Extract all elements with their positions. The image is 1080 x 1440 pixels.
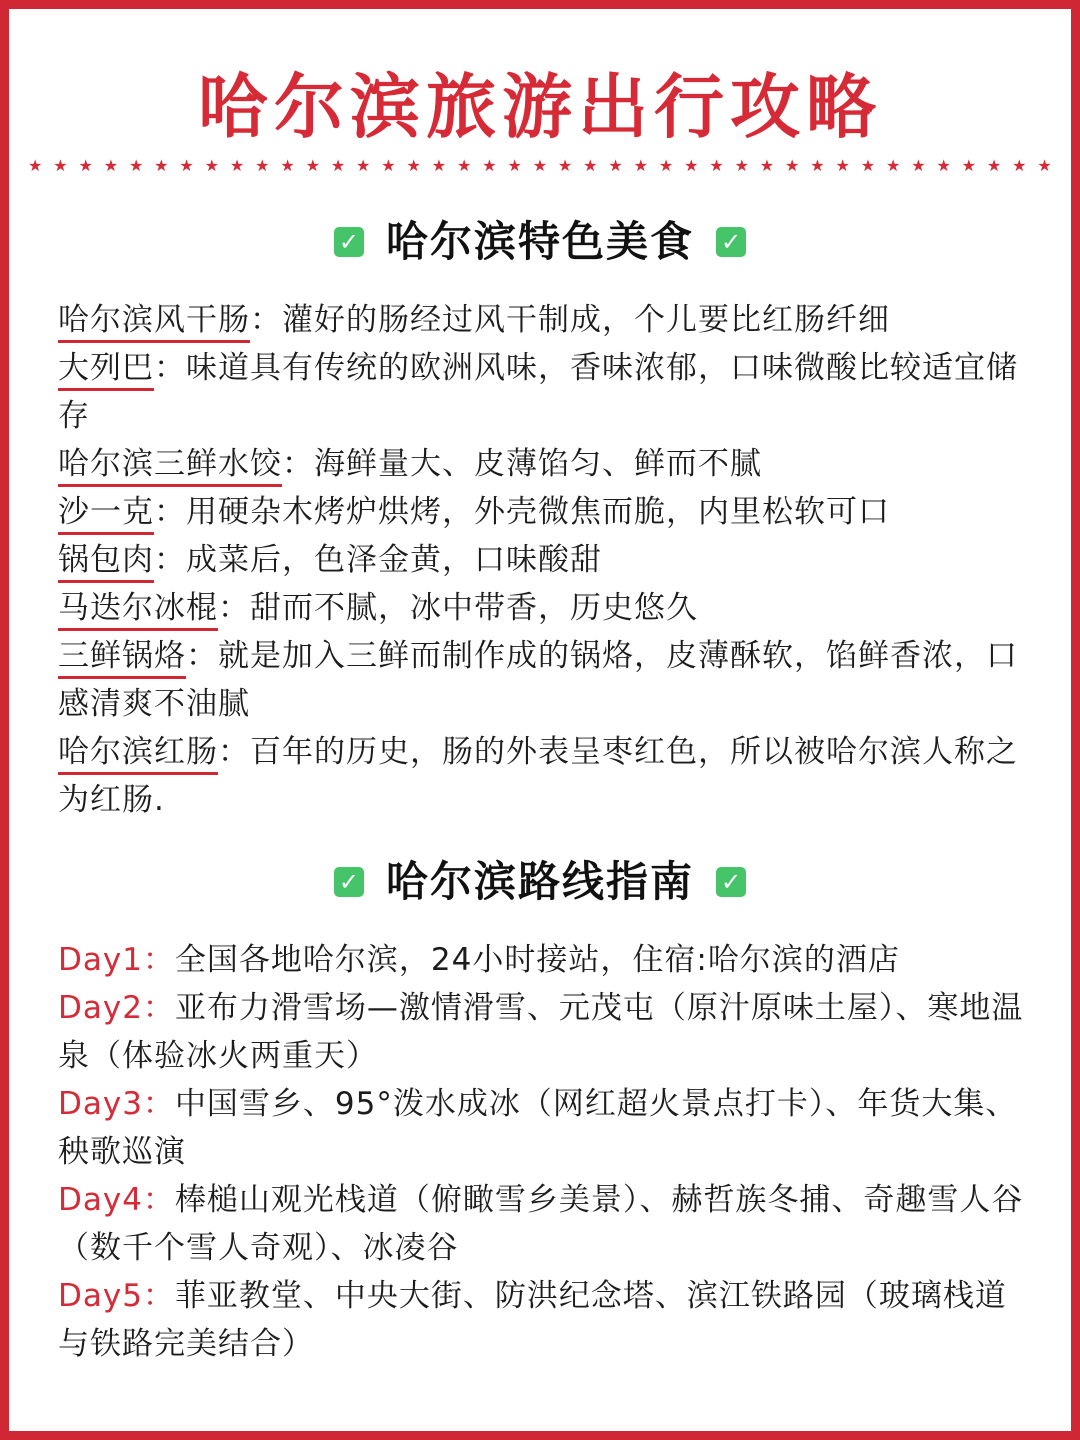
star-icon: ★ — [734, 156, 749, 175]
food-name: 哈尔滨红肠 — [58, 732, 218, 775]
star-icon: ★ — [280, 156, 295, 175]
food-name: 马迭尔冰棍 — [58, 588, 218, 631]
star-icon: ★ — [507, 156, 522, 175]
star-icon: ★ — [1012, 156, 1027, 175]
star-icon: ★ — [936, 156, 951, 175]
star-icon: ★ — [154, 156, 169, 175]
food-item: 哈尔滨红肠：百年的历史，肠的外表呈枣红色，所以被哈尔滨人称之为红肠. — [58, 734, 1018, 818]
star-icon: ★ — [482, 156, 497, 175]
day-label: Day2： — [58, 990, 175, 1026]
star-icon: ★ — [1037, 156, 1052, 175]
check-icon: ✓ — [334, 867, 364, 897]
food-name: 三鲜锅烙 — [58, 636, 186, 679]
star-icon: ★ — [431, 156, 447, 175]
star-icon: ★ — [229, 156, 245, 175]
star-icon: ★ — [381, 156, 396, 175]
star-icon: ★ — [885, 156, 901, 175]
day-label: Day4： — [58, 1182, 175, 1218]
star-icon: ★ — [179, 156, 194, 175]
food-description: 海鲜量大、皮薄馅匀、鲜而不腻 — [314, 446, 762, 482]
food-description: 就是加入三鲜而制作成的锅烙，皮薄酥软，馅鲜香浓，口感清爽不油腻 — [58, 638, 1018, 722]
star-icon: ★ — [356, 156, 371, 175]
day-description: 菲亚教堂、中央大街、防洪纪念塔、滨江铁路园（玻璃栈道与铁路完美结合） — [58, 1278, 1007, 1362]
food-item: 哈尔滨三鲜水饺：海鲜量大、皮薄馅匀、鲜而不腻 — [58, 440, 1024, 488]
star-icon: ★ — [860, 156, 876, 175]
star-icon: ★ — [810, 156, 825, 175]
check-icon: ✓ — [716, 867, 746, 897]
star-icon: ★ — [406, 156, 421, 175]
food-item: 哈尔滨风干肠：灌好的肠经过风干制成，个儿要比红肠纤细 — [58, 296, 1024, 344]
food-name: 哈尔滨风干肠 — [58, 300, 250, 343]
star-icon: ★ — [330, 156, 346, 175]
food-list — [58, 296, 1024, 824]
star-icon: ★ — [128, 156, 144, 175]
star-icon: ★ — [305, 156, 320, 175]
food-item: 沙一克：用硬杂木烤炉烘烤，外壳微焦而脆，内里松软可口 — [58, 488, 1024, 536]
day-label: Day1： — [58, 942, 175, 978]
star-icon: ★ — [255, 156, 270, 175]
star-icon: ★ — [204, 156, 219, 175]
star-icon: ★ — [633, 156, 648, 175]
food-description: 百年的历史，肠的外表呈枣红色，所以被哈尔滨人称之为红肠. — [58, 734, 1018, 818]
star-icon: ★ — [709, 156, 724, 175]
food-name: 大列巴 — [58, 348, 154, 391]
food-item: 马迭尔冰棍：甜而不腻，冰中带香，历史悠久 — [58, 584, 1024, 632]
star-icon: ★ — [583, 156, 598, 175]
food-name: 沙一克 — [58, 492, 154, 535]
food-item: 锅包肉：成菜后，色泽金黄，口味酸甜 — [58, 536, 1024, 584]
star-icon: ★ — [911, 156, 926, 175]
day-label: Day5： — [58, 1278, 175, 1314]
food-name: 哈尔滨三鲜水饺 — [58, 444, 282, 487]
day-description: 棒槌山观光栈道（俯瞰雪乡美景）、赫哲族冬捕、奇趣雪人谷（数千个雪人奇观）、冰凌谷 — [58, 1182, 1024, 1266]
star-icon: ★ — [532, 156, 548, 175]
route-section-heading — [0, 854, 1080, 910]
food-description: 成菜后，色泽金黄，口味酸甜 — [186, 542, 602, 578]
star-icon: ★ — [53, 156, 68, 175]
day-description: 全国各地哈尔滨，24小时接站，住宿:哈尔滨的酒店 — [174, 942, 900, 978]
food-section-heading — [0, 214, 1080, 270]
star-icon: ★ — [658, 156, 674, 175]
day-label: Day3： — [58, 1086, 175, 1122]
food-description: 味道具有传统的欧洲风味，香味浓郁，口味微酸比较适宜储存 — [58, 350, 1018, 434]
star-icon: ★ — [608, 156, 623, 175]
route-section-title: 哈尔滨路线指南 — [385, 857, 694, 906]
star-icon: ★ — [456, 156, 472, 175]
food-item: 大列巴：味道具有传统的欧洲风味，香味浓郁，口味微酸比较适宜储存 — [58, 350, 1018, 434]
star-icon: ★ — [103, 156, 119, 175]
star-icon: ★ — [28, 156, 43, 175]
food-section-title: 哈尔滨特色美食 — [385, 217, 694, 266]
food-name: 锅包肉 — [58, 540, 154, 583]
food-description: 灌好的肠经过风干制成，个儿要比红肠纤细 — [282, 302, 890, 338]
check-icon: ✓ — [334, 227, 364, 257]
food-description: 用硬杂木烤炉烘烤，外壳微焦而脆，内里松软可口 — [186, 494, 890, 530]
route-day — [58, 984, 1024, 1080]
food-item: 三鲜锅烙：就是加入三鲜而制作成的锅烙，皮薄酥软，馅鲜香浓，口感清爽不油腻 — [58, 638, 1018, 722]
star-icon: ★ — [835, 156, 850, 175]
page-title: 哈尔滨旅游出行攻略 — [198, 65, 882, 148]
route-day — [58, 936, 1024, 984]
route-day — [58, 1176, 1024, 1272]
star-icon: ★ — [78, 156, 93, 175]
check-icon: ✓ — [716, 227, 746, 257]
star-icon: ★ — [785, 156, 800, 175]
star-icon: ★ — [557, 156, 573, 175]
route-day — [58, 1272, 1024, 1368]
star-divider — [28, 152, 1052, 180]
day-description: 中国雪乡、95°泼水成冰（网红超火景点打卡）、年货大集、秧歌巡演 — [58, 1086, 1018, 1170]
star-icon: ★ — [986, 156, 1002, 175]
route-day — [58, 1080, 1024, 1176]
star-icon: ★ — [759, 156, 775, 175]
star-icon: ★ — [961, 156, 977, 175]
day-description: 亚布力滑雪场—激情滑雪、元茂屯（原汁原味土屋）、寒地温泉（体验冰火两重天） — [58, 990, 1024, 1074]
food-description: 甜而不腻，冰中带香，历史悠久 — [250, 590, 698, 626]
route-list — [58, 936, 1024, 1368]
star-icon: ★ — [684, 156, 699, 175]
